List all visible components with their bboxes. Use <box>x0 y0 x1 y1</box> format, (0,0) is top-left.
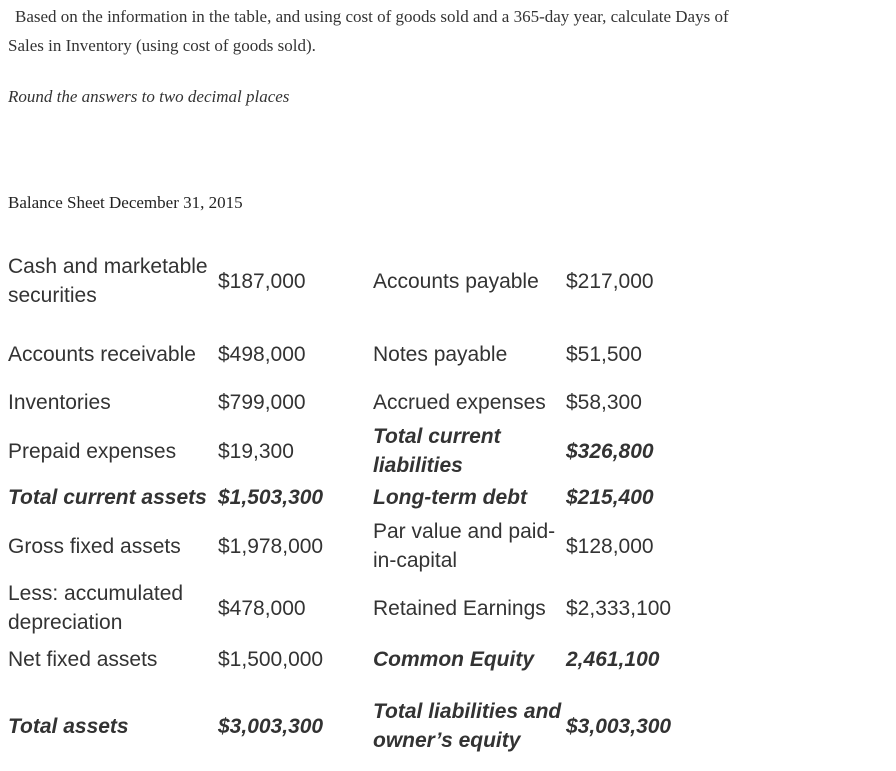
liability-label: Common Equity <box>373 647 534 671</box>
asset-value: $478,000 <box>218 596 306 620</box>
asset-value: $1,500,000 <box>218 647 324 671</box>
asset-value: $3,003,300 <box>218 714 324 738</box>
asset-label: Total assets <box>8 714 129 738</box>
asset-label: Accounts receivable <box>8 342 196 366</box>
asset-label: Inventories <box>8 390 111 414</box>
liability-value: 2,461,100 <box>566 647 660 671</box>
question-line-2: Sales in Inventory (using cost of goods sold). <box>8 36 316 55</box>
table-row <box>5 237 706 325</box>
asset-label: Cash and marketable securities <box>8 255 208 307</box>
table-row <box>5 421 706 481</box>
liability-label: Total liabilities and owner’s equity <box>373 700 562 752</box>
liability-label: Accrued expenses <box>373 390 546 414</box>
liability-value: $3,003,300 <box>566 714 672 738</box>
asset-label: Prepaid expenses <box>8 439 177 463</box>
table-row <box>5 579 706 637</box>
liability-value: $128,000 <box>566 534 654 558</box>
liability-value: $217,000 <box>566 269 654 293</box>
asset-value: $498,000 <box>218 342 306 366</box>
table-row <box>5 637 706 681</box>
rounding-hint: Round the answers to two decimal places <box>8 87 290 106</box>
asset-value: $187,000 <box>218 269 306 293</box>
asset-value: $19,300 <box>218 439 294 463</box>
table-row <box>5 481 706 513</box>
asset-label: Less: accumulated depreciation <box>8 582 184 634</box>
liability-label: Total current liabilities <box>373 425 501 477</box>
balance-sheet-table <box>5 237 706 771</box>
liability-label: Notes payable <box>373 342 508 366</box>
liability-value: $2,333,100 <box>566 596 672 620</box>
table-row <box>5 325 706 383</box>
liability-label: Par value and paid-in-capital <box>373 520 556 572</box>
liability-value: $58,300 <box>566 390 642 414</box>
question-text <box>8 2 892 60</box>
liability-label: Accounts payable <box>373 269 539 293</box>
balance-sheet-title: Balance Sheet December 31, 2015 <box>8 193 243 212</box>
asset-value: $1,978,000 <box>218 534 324 558</box>
table-row <box>5 383 706 421</box>
asset-value: $1,503,300 <box>218 485 324 509</box>
table-row <box>5 513 706 579</box>
asset-value: $799,000 <box>218 390 306 414</box>
asset-label: Gross fixed assets <box>8 534 181 558</box>
asset-label: Net fixed assets <box>8 647 158 671</box>
liability-value: $51,500 <box>566 342 642 366</box>
asset-label: Total current assets <box>8 485 207 509</box>
liability-value: $215,400 <box>566 485 654 509</box>
liability-label: Long-term debt <box>373 485 527 509</box>
liability-value: $326,800 <box>566 439 654 463</box>
question-line-1: Based on the information in the table, and using cost of goods sold and a 365-day year, calculate Days of <box>15 7 729 26</box>
liability-label: Retained Earnings <box>373 596 546 620</box>
table-row <box>5 681 706 771</box>
